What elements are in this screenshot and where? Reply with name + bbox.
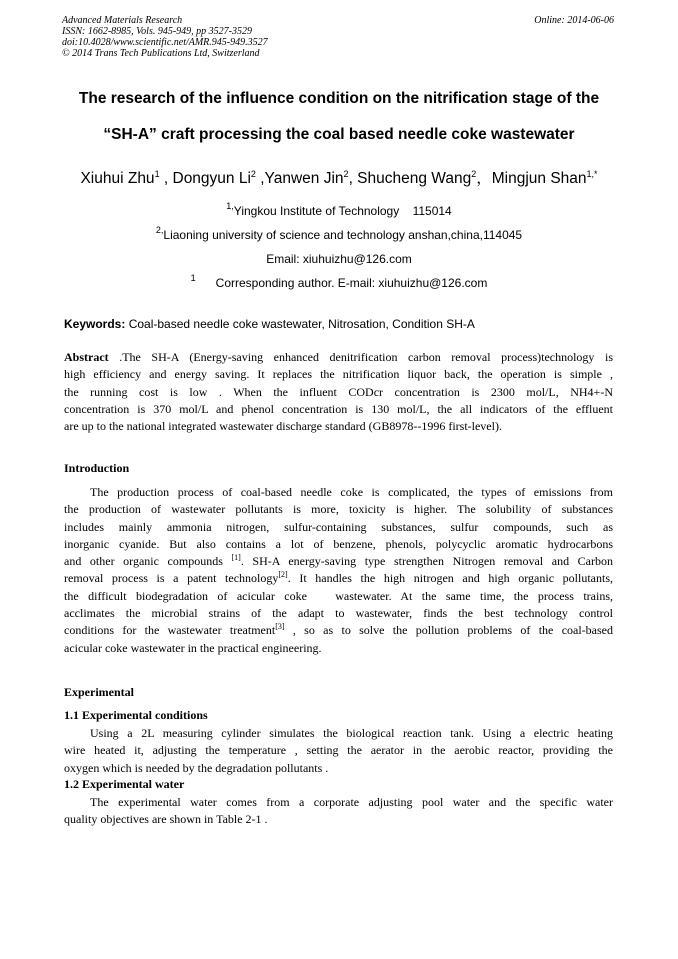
paper-title-line-1: The research of the influence condition on the nitrification stage of the (78, 90, 600, 107)
abstract-line: are up to the national integrated wastewater discharge standard (GB8978--1996 first-level). (64, 419, 502, 434)
section-1-2-heading: 1.2 Experimental water (64, 777, 185, 791)
author-affiliation-mark: 1 (154, 169, 160, 179)
keywords (64, 317, 475, 331)
abstract-paragraph (64, 349, 613, 435)
affiliation-text: Liaoning university of science and technology anshan,china,114045 (163, 228, 523, 242)
body-line: quality objectives are shown in Table 2-1 . (64, 812, 268, 827)
author-affiliation-mark: 1,* (586, 169, 598, 179)
journal-name: Advanced Materials Research (62, 15, 183, 26)
author-name: , Dongyun Li (159, 170, 251, 187)
doi-line: doi:10.4028/www.scientific.net/AMR.945-949.3527 (62, 37, 268, 48)
body-line: acicular coke wastewater in the practical engineering. (64, 640, 322, 655)
body-line (64, 570, 613, 587)
introduction-paragraph (64, 484, 613, 657)
author-affiliation-mark: 2 (250, 169, 256, 179)
corresponding-mark: 1 (190, 273, 196, 283)
affiliation-mark: 1, (226, 201, 234, 211)
author-list (0, 166, 678, 188)
abstract-label: Abstract (64, 350, 109, 364)
author-affiliation-mark: 2 (471, 169, 477, 179)
online-date: Online: 2014-06-06 (534, 15, 614, 26)
keywords-label: Keywords: (64, 317, 126, 331)
citation-ref: [3] (275, 622, 285, 632)
body-text: and other organic compounds (64, 554, 232, 569)
body-line: Using a 2L measuring cylinder simulates the biological reaction tank. Using a electric heating (90, 726, 613, 740)
author-name: Xiuhui Zhu (80, 170, 155, 187)
affiliation-text: Yingkou Institute of Technology 115014 (233, 204, 452, 218)
abstract-text: .The SH-A (Energy-saving enhanced denitrification carbon removal process)technology is (108, 350, 613, 364)
journal-header (62, 15, 268, 59)
body-line (64, 553, 613, 570)
corresponding-text: Corresponding author. E-mail: xiuhuizhu@126.com (215, 276, 488, 290)
introduction-heading: Introduction (64, 461, 130, 475)
paper-title-line-2: “SH-A” craft processing the coal based needle coke wastewater (103, 126, 575, 143)
corresponding-author (0, 273, 678, 290)
author-name: ，Mingjun Shan (476, 170, 587, 187)
body-line: The production process of coal-based needle coke is complicated, the types of emissions from (90, 485, 613, 499)
abstract-line (64, 349, 613, 366)
issn-line: ISSN: 1662-8985, Vols. 945-949, pp 3527-3529 (62, 26, 252, 37)
author-name: , Shucheng Wang (348, 170, 472, 187)
body-line (64, 622, 613, 639)
keywords-text: Coal-based needle coke wastewater, Nitrosation, Condition SH-A (125, 317, 475, 331)
body-line: oxygen which is needed by the degradation pollutants . (64, 760, 329, 775)
citation-ref: [1] (231, 553, 241, 563)
author-affiliation-mark: 2 (343, 169, 349, 179)
body-line: the production of wastewater pollutants is more, toxicity is higher. The solubility of substances (64, 502, 613, 517)
body-text: . It handles the high nitrogen and high organic pollutants, (287, 571, 613, 586)
body-text: removal process is a patent technology (64, 571, 279, 586)
body-line: wire heated it, adjusting the temperature , setting the aerator in the aerobic reactor, providing the (64, 743, 613, 758)
body-line: The experimental water comes from a corporate adjusting pool water and the specific water (90, 795, 613, 809)
affiliation-1 (0, 201, 678, 218)
author-name: ,Yanwen Jin (255, 170, 344, 187)
section-1-1-heading: 1.1 Experimental conditions (64, 708, 208, 722)
body-text: , so as to solve the pollution problems of the coal-based (284, 623, 614, 638)
abstract-line: high efficiency and energy saving. It replaces the nitrification liquor back, the operation is simple , (64, 367, 613, 382)
affiliation-2 (0, 225, 678, 242)
experimental-heading: Experimental (64, 685, 134, 699)
copyright-line: © 2014 Trans Tech Publications Ltd, Switzerland (62, 48, 260, 59)
body-line: inorganic cyanide. But also contains a lot of benzene, phenols, polycyclic aromatic hydrocarbons (64, 536, 613, 551)
section-1-2-paragraph (64, 794, 613, 829)
body-line: includes mainly ammonia nitrogen, sulfur-containing substances, sulfur compounds, such as (64, 519, 613, 534)
citation-ref: [2] (278, 570, 288, 580)
body-text: . SH-A energy-saving type strengthen Nitrogen removal and Carbon (240, 554, 613, 569)
body-line: acclimates the microbial strains of the adapt to wastewater, finds the best technology control (64, 606, 613, 621)
affiliation-mark: 2, (155, 225, 164, 235)
body-text: conditions for the wastewater treatment (64, 623, 276, 638)
email-line: Email: xiuhuizhu@126.com (266, 252, 412, 266)
abstract-line: concentration is 370 mol/L and phenol concentration is 130 mol/L, the all indicators of the effluent (64, 401, 613, 416)
body-line: the difficult biodegradation of acicular coke wastewater. At the same time, the process trains, (64, 588, 613, 603)
abstract-line: the running cost is low . When the influent CODcr concentration is 2300 mol/L, NH4+-N (64, 384, 613, 399)
section-1-1-paragraph (64, 725, 613, 777)
